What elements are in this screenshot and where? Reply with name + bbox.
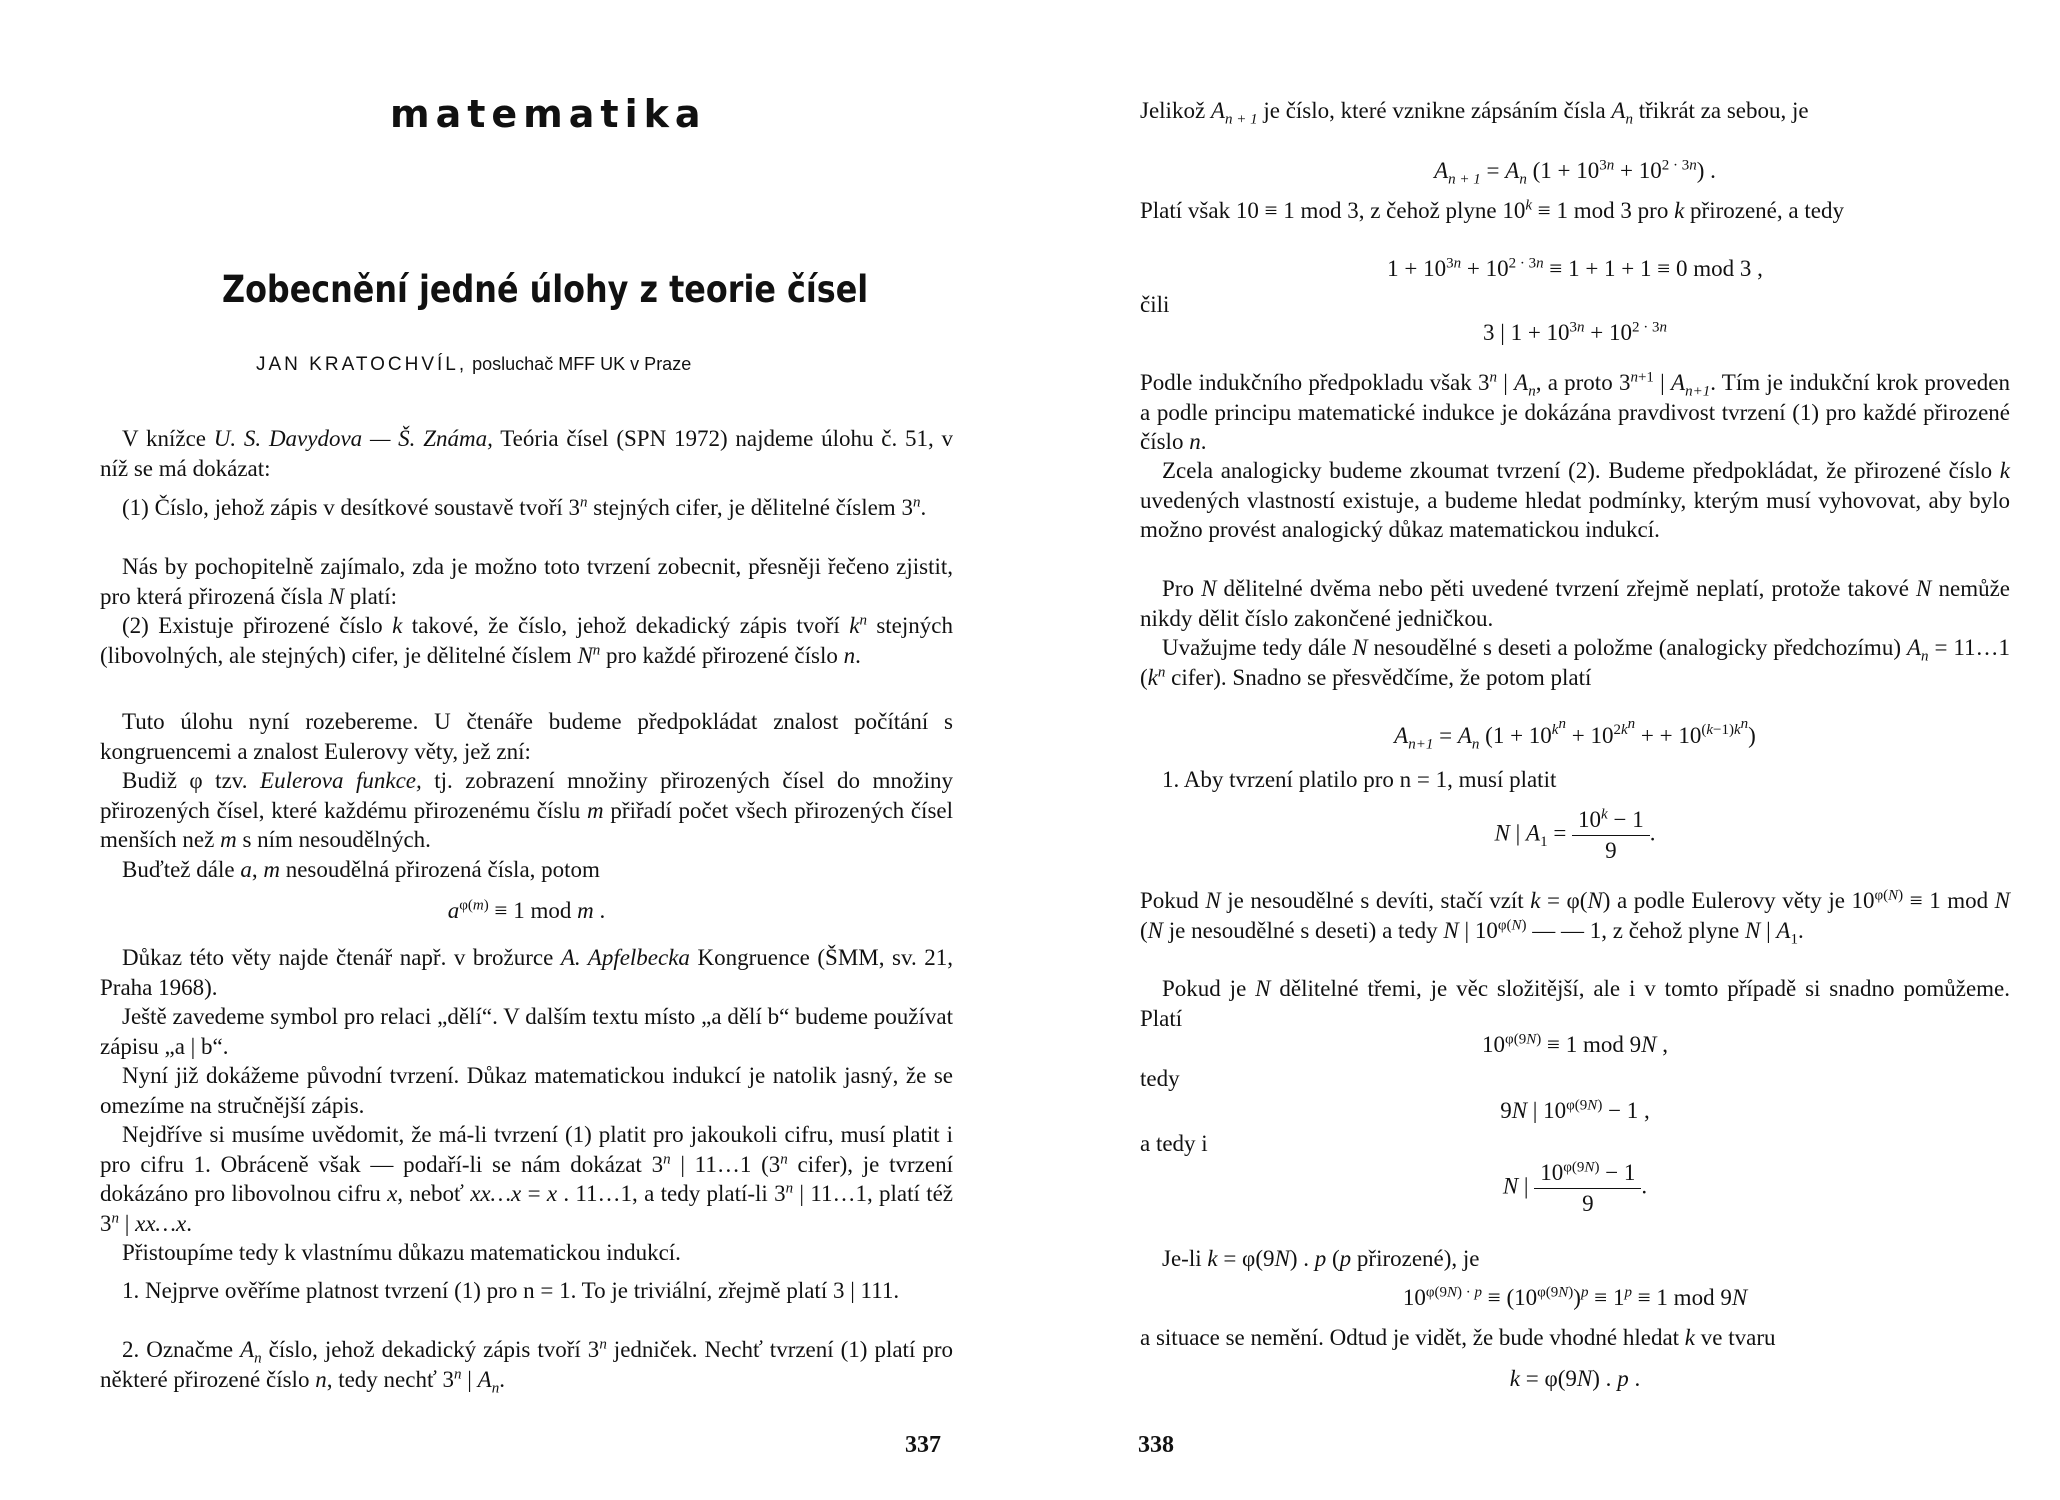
equation-recursion: $A_{n + 1} = A_n$ $(1 + 10^{3n} + 10^{2 \cdot 3n})$ . [1434, 157, 1716, 188]
text-tedy: tedy [1140, 1066, 1180, 1091]
paragraph-digit-one: Nejdříve si musíme uvědomit, že má-li tvrzení (1) platit pro jakoukoli cifru, musí platit i pro cifru 1. Obráceně však — podaří-li se nám dokázat 3$^n$ | 11…1 (3$^n$ cifer), je tvrzení dokázáno pro libovolnou cifru x, neboť xx…x = x . 11…1, a tedy platí-li 3$^n$ | 11…1, platí též 3$^n$ | xx…x. [100, 1122, 954, 1236]
author-affiliation: posluchač MFF UK v Praze [472, 354, 692, 374]
paragraph-reference: Důkaz této věty najde čtenář např. v brožurce A. Apfelbecka Kongruence (ŠMM, sv. 21, Praha 1968). [100, 945, 953, 1000]
paragraph-euler-function: Budiž φ tzv. Eulerova funkce, tj. zobrazení množiny přirozených čísel do množiny přirozených čísel, které každému přirozenému číslu m přiřadí počet všech přirozených čísel menších než m s ním nesoudělných. [100, 768, 953, 852]
equation-9n-divides: 9N | $10^{\varphi(9N)} - 1$ , [1500, 1097, 1650, 1123]
page-number-right: 338 [1138, 1432, 1174, 1458]
paragraph-generalize: Nás by pochopitelně zajímalo, zda je možno toto tvrzení zobecnit, přesněji řečeno zjistit, pro která přirozená čísla N platí: [100, 554, 953, 609]
paragraph-coprime: Buďtež dále a, m nesoudělná přirozená čísla, potom [122, 857, 600, 882]
paragraph-coprime-ten: Uvažujme tedy dále N nesoudělné s deseti a položme (analogicky předchozímu) $A_n$ = 11…1 ($k^n$ cifer). Snadno se přesvědčíme, že potom platí [1140, 635, 2011, 690]
equation-mod-9n: $10^{\varphi(9N)} \equiv 1$ mod 9N , [1482, 1031, 1668, 1057]
paragraph-proof-intro: Nyní již dokážeme původní tvrzení. Důkaz matematickou indukcí je natolik jasný, že se omezíme na stručnější zápis. [100, 1063, 953, 1118]
paragraph-not-div-9: Pokud N je nesoudělné s devíti, stačí vzít k = φ(N) a podle Eulerovy věty je $10^{\varphi(N)} \equiv 1$ mod N (N je nesoudělné s deseti) a tedy N | $10^{\varphi(N)}$ — — 1, z čehož plyne N | $A_1$. [1140, 887, 2011, 948]
paragraph-induction: Přistoupíme tedy k vlastnímu důkazu matematickou indukcí. [122, 1240, 681, 1265]
author-name: JAN KRATOCHVÍL, [256, 354, 468, 375]
equation-final-k: k = φ(9N) . p . [1509, 1366, 1641, 1391]
paragraph-step-2: 2. Označme $A_n$ číslo, jehož dekadický zápis tvoří 3$^n$ jedniček. Nechť tvrzení (1) platí pro některé přirozené číslo n, tedy nechť 3$^n$ | $A_n$. [100, 1336, 953, 1397]
paragraph-step-1: 1. Nejprve ověříme platnost tvrzení (1) pro n = 1. To je triviální, zřejmě platí 3 | 111. [122, 1278, 900, 1303]
paragraph-div-3: Pokud je N dělitelné třemi, je věc složitější, ale i v tomto případě si snadno pomůžeme. Platí [1140, 976, 2011, 1031]
equation-power-p: $10^{\varphi(9N) \cdot p} \equiv (10^{\varphi(9N)})^p \equiv 1^p \equiv 1$ mod 9N [1402, 1284, 1748, 1310]
equation-n-divides-fraction: N | $\frac{10^{\varphi(9N)} - 1}{9}$ . [1502, 1159, 1648, 1216]
paragraph-intro: V knížce U. S. Davydova — Š. Známa, Teória čísel (SPN 1972) najdeme úlohu č. 51, v níž se má dokázat: [100, 426, 954, 481]
article-title: Zobecnění jedné úlohy z teorie čísel [222, 268, 869, 311]
page-number-left: 337 [905, 1432, 941, 1458]
paragraph-conclusion: a situace se nemění. Odtud je vidět, že bude vhodné hledat k ve tvaru [1140, 1325, 1776, 1350]
equation-n-divides-a1: N | $A_1$ = $\frac{10^k - 1}{9}$ . [1494, 806, 1656, 863]
paragraph-induction-step: Podle indukčního předpokladu však 3$^n$ | $A_n$, a proto $3^{n+1}$ | $A_{n+1}$. Tím je indukční krok proveden a podle principu matematické indukce je dokázána pravdivost tvrzení (1) pro každé přirozené číslo n. [1140, 369, 2010, 454]
statement-2: (2) Existuje přirozené číslo k takové, že číslo, jehož dekadický zápis tvoří $k^n$ stejných (libovolných, ale stejných) cifer, je dělitelné číslem $N^n$ pro každé přirozené číslo n. [100, 612, 953, 668]
paragraph-mod-3: Platí však 10 ≡ 1 mod 3, z čehož plyne $10^k \equiv 1$ mod 3 pro k přirozené, a tedy [1140, 197, 1844, 223]
paragraph-divides-symbol: Ještě zavedeme symbol pro relaci „dělí“. V dalším textu místo „a dělí b“ budeme používat zápisu „a | b“. [100, 1004, 953, 1059]
equation-divides-3: 3 | $1 + 10^{3n} + 10^{2 \cdot 3n}$ [1482, 319, 1668, 345]
equation-sum-mod-3: $1 + 10^{3n} + 10^{2 \cdot 3n} \equiv 1 + 1 + 1 \equiv 0$ mod 3 , [1387, 255, 1763, 281]
paragraph-analogous: Zcela analogicky budeme zkoumat tvrzení (2). Budeme předpokládat, že přirozené číslo k uvedených vlastností existuje, a budeme hledat podmínky, kterým musí vyhovovat, aby bylo možno provést analogický důkaz matematickou indukcí. [1140, 458, 2010, 542]
equation-euler: $a^{\varphi(m)} \equiv 1$ mod m . [447, 897, 606, 923]
text-cili: čili [1140, 292, 1170, 317]
right-page [1030, 0, 2060, 1500]
statement-1: (1) Číslo, jehož zápis v desítkové soustavě tvoří 3$^n$ stejných cifer, je dělitelné číslem 3$^n$. [122, 494, 927, 520]
paragraph-case-n1: 1. Aby tvrzení platilo pro n = 1, musí platit [1162, 767, 1557, 792]
paragraph-k-choice: Je-li k = φ(9N) . p (p přirozené), je [1162, 1246, 1480, 1271]
section-title: matematika [390, 92, 707, 136]
equation-general-recursion: $A_{n+1} = A_n$ ($1 + 10^{k^n} + 10^{2k^n}$ + + $10^{(k-1)k^n}$) [1394, 716, 1756, 753]
paragraph-two-five: Pro N dělitelné dvěma nebo pěti uvedené tvrzení zřejmě neplatí, protože takové N nemůže nikdy dělit číslo zakončené jedničkou. [1140, 576, 2011, 631]
paragraph-prerequisites: Tuto úlohu nyní rozebereme. U čtenáře budeme předpokládat znalost počítání s kongruencemi a znalost Eulerovy věty, jež zní: [100, 709, 953, 764]
text-a-tedy-i: a tedy i [1140, 1131, 1208, 1156]
paragraph-recursion: Jelikož $A_{n + 1}$ je číslo, které vznikne zápsáním čísla $A_n$ třikrát za sebou, je [1140, 98, 1809, 128]
author-line [256, 354, 691, 376]
